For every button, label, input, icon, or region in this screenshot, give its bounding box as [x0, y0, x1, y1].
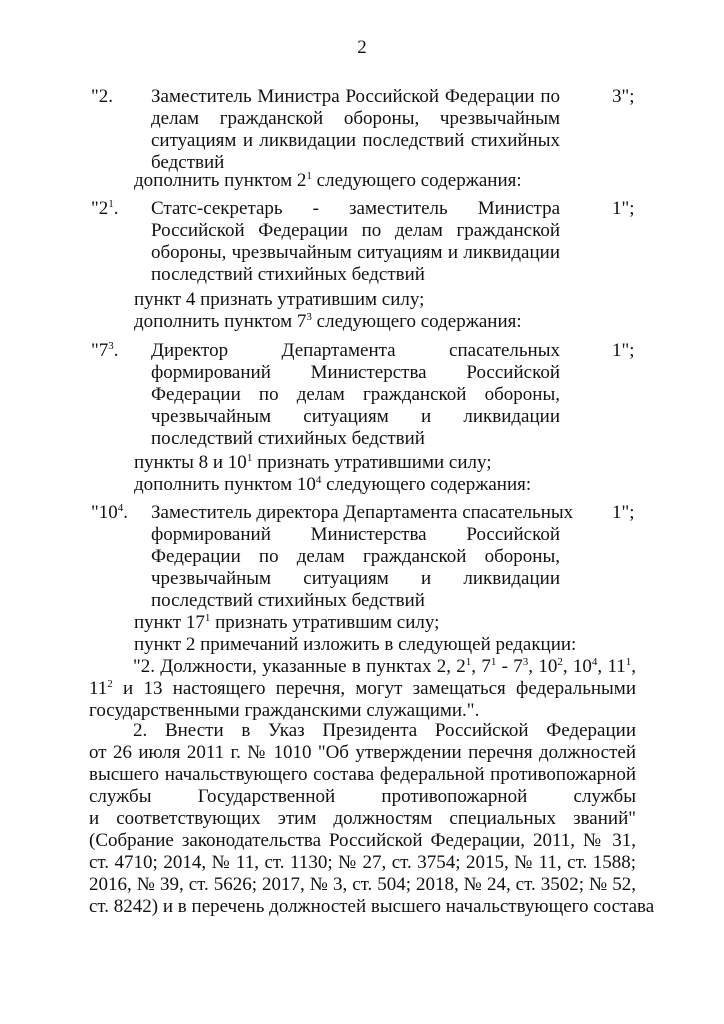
entry-line: обороны, чрезвычайным ситуациям и ликвидации: [151, 242, 560, 263]
entry-number: "$2^1$.: [91, 198, 119, 219]
entry-line: Заместитель Министра Российской Федерации по: [151, 86, 560, 107]
entry-number: "$7^3$.: [91, 340, 119, 361]
entry-position-title: [151, 502, 574, 612]
entry-line: последствий стихийных бедствий: [151, 264, 425, 285]
entry-position-title: [151, 198, 560, 286]
paragraph-2: [89, 720, 655, 918]
entry-line: Федерации по делам гражданской обороны,: [151, 546, 560, 567]
entry-line: ситуациям и ликвидации последствий стихийных: [151, 130, 560, 151]
paragraph-line: 2016, № 39, ст. 5626; 2017, № 3, ст. 504; 2018, № 24, ст. 3502; № 52,: [89, 874, 636, 895]
instruction-repeal-8-10: пункты 8 и $10^1$ признать утратившими силу;: [134, 452, 492, 473]
entry-line: формирований Министерства Российской: [151, 362, 560, 383]
entry-line: Федерации по делам гражданской обороны,: [151, 384, 560, 405]
entry-position-title: [151, 86, 560, 174]
entry-line: Директор Департамента спасательных: [151, 340, 560, 361]
instruction-add-7-3: дополнить пунктом $7^3$ следующего содержания:: [134, 311, 522, 332]
instruction-repeal-4: пункт 4 признать утратившим силу;: [134, 289, 425, 310]
note-line: "2. Должности, указанные в пунктах 2, $2^1$, $7^1 - 7^3$, $10^2$, $10^4$, $11^1$,: [133, 656, 637, 677]
note-text: [89, 656, 636, 722]
paragraph-line: ст. 8242) и в перечень должностей высшего начальствующего состава: [89, 896, 655, 917]
entry-line: бедствий: [151, 152, 225, 173]
instruction-add-2-1: дополнить пунктом $2^1$ следующего содержания:: [134, 170, 522, 191]
entry-position-title: [151, 340, 560, 450]
note-line: $11^2$ и 13 настоящего перечня, могут замещаться федеральными: [89, 678, 636, 699]
instruction-note-2: пункт 2 примечаний изложить в следующей редакции:: [134, 634, 577, 655]
entry-quantity: 3";: [612, 86, 635, 107]
entry-quantity: 1";: [612, 198, 635, 219]
entry-line: делам гражданской обороны, чрезвычайным: [151, 108, 560, 129]
entry-line: Заместитель директора Департамента спасательных: [151, 502, 574, 523]
paragraph-line: 2. Внести в Указ Президента Российской Федерации: [133, 720, 636, 741]
paragraph-line: высшего начальствующего состава федеральной противопожарной: [89, 764, 636, 785]
entry-quantity: 1";: [612, 502, 635, 523]
instruction-add-10-4: дополнить пунктом $10^4$ следующего содержания:: [134, 474, 532, 495]
page-number: 2: [357, 37, 367, 58]
instruction-repeal-17: пункт $17^1$ признать утратившим силу;: [134, 612, 440, 633]
entry-line: Российской Федерации по делам гражданской: [151, 220, 560, 241]
entry-line: Статс-секретарь - заместитель Министра: [151, 198, 560, 219]
entry-line: последствий стихийных бедствий: [151, 590, 425, 611]
paragraph-line: службы Государственной противопожарной службы: [89, 786, 636, 807]
entry-line: чрезвычайным ситуациям и ликвидации: [151, 406, 560, 427]
paragraph-line: от 26 июля 2011 г. № 1010 "Об утверждении перечня должностей: [89, 742, 636, 763]
entry-line: формирований Министерства Российской: [151, 524, 560, 545]
entry-line: чрезвычайным ситуациям и ликвидации: [151, 568, 560, 589]
entry-number: "$10^4$.: [91, 502, 129, 523]
entry-number: "2.: [91, 86, 114, 107]
entry-quantity: 1";: [612, 340, 635, 361]
paragraph-line: ст. 4710; 2014, № 11, ст. 1130; № 27, ст. 3754; 2015, № 11, ст. 1588;: [89, 852, 636, 873]
paragraph-line: и соответствующих этим должностям специальных званий": [89, 808, 636, 829]
note-line: государственными гражданскими служащими.".: [89, 700, 480, 721]
entry-line: последствий стихийных бедствий: [151, 428, 425, 449]
paragraph-line: (Собрание законодательства Российской Федерации, 2011, № 31,: [89, 830, 636, 851]
